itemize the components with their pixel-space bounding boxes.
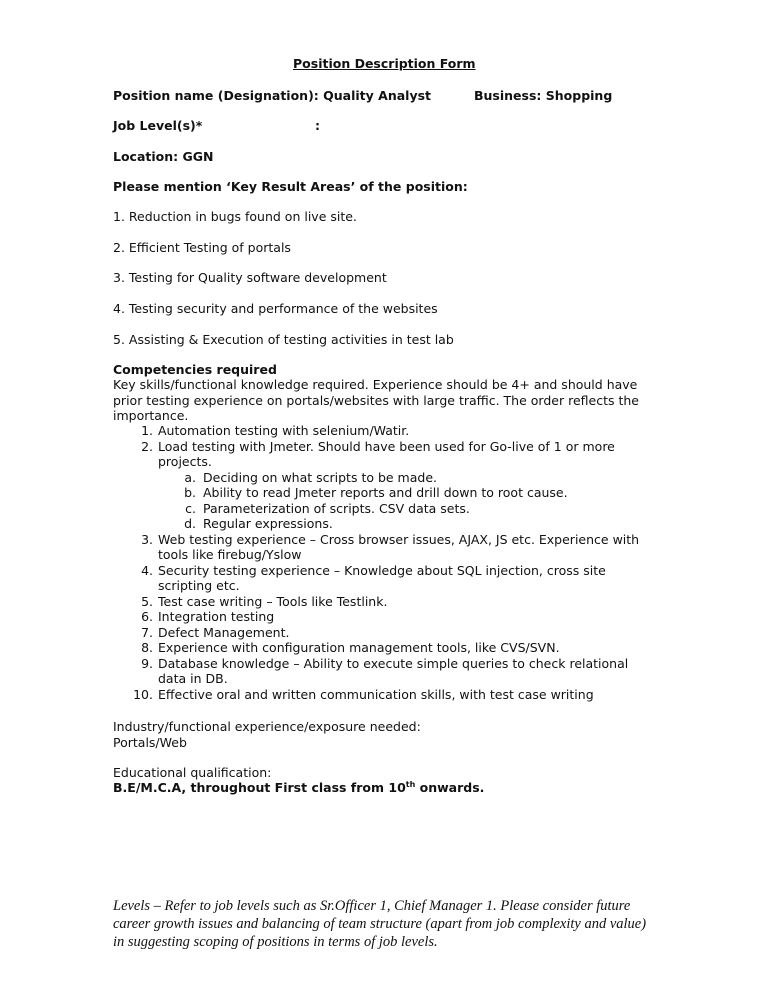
competencies-heading: Competencies required	[113, 362, 277, 377]
competency-item: 3. Web testing experience – Cross browser issues, AJAX, JS etc. Experience with tools like firebug/Yslow	[141, 531, 640, 562]
form-title: Position Description Form	[293, 56, 476, 71]
competency-item: 10. Effective oral and written communication skills, with test case writing	[133, 686, 594, 702]
job-level-label: Job Level(s)*	[113, 118, 203, 133]
competency-item: 8. Experience with configuration management tools, like CVS/SVN.	[141, 640, 560, 655]
kra-item: 3. Testing for Quality software development	[113, 270, 387, 285]
competencies-list	[113, 423, 658, 702]
job-levels-footnote: Levels – Refer to job levels such as Sr.Officer 1, Chief Manager 1. Please consider future career growth issues and balancing of team structure (apart from job complexity and value) in suggesting scoping of positions in terms of job levels.	[113, 898, 647, 950]
competency-subitem: b. Ability to read Jmeter reports and drill down to root cause.	[184, 485, 568, 500]
industry-label: Industry/functional experience/exposure needed:	[113, 719, 421, 734]
competency-subitem: a. Deciding on what scripts to be made.	[184, 469, 437, 485]
education-value: B.E/M.C.A, throughout First class from 10th onwards.	[113, 780, 485, 796]
education-label: Educational qualification:	[113, 765, 272, 780]
competency-item: 2. Load testing with Jmeter. Should have been used for Go-live of 1 or more projects. a. Deciding on what scripts to be made. b. Ability to read Jmeter reports and drill down to root cause. c. Parameterization of scripts. CSV data sets. d. Regular expressions.	[158, 439, 658, 532]
competency-subitem: c. Parameterization of scripts. CSV data sets.	[185, 500, 470, 516]
industry-value: Portals/Web	[113, 735, 187, 750]
location-field: Location: GGN	[113, 149, 214, 164]
competency-item: 9. Database knowledge – Ability to execute simple queries to check relational data in DB.	[141, 655, 629, 686]
competency-subitem: d. Regular expressions.	[184, 516, 333, 531]
kra-heading: Please mention ‘Key Result Areas’ of the position:	[113, 179, 468, 194]
kra-item: 5. Assisting & Execution of testing activities in test lab	[113, 332, 454, 347]
competency-item: 5. Test case writing – Tools like Testlink.	[141, 593, 388, 609]
competency-item: 7. Defect Management.	[141, 624, 290, 640]
kra-item: 4. Testing security and performance of the websites	[113, 301, 438, 316]
kra-item: 1. Reduction in bugs found on live site.	[113, 209, 357, 224]
competency-item: 6. Integration testing	[141, 609, 275, 624]
job-level-colon: :	[315, 118, 320, 133]
competency-item: 4. Security testing experience – Knowledge about SQL injection, cross site scripting etc.	[141, 562, 606, 593]
competency-item: 1. Automation testing with selenium/Watir.	[141, 423, 410, 438]
kra-item: 2. Efficient Testing of portals	[113, 240, 291, 255]
position-name: Position name (Designation): Quality Analyst	[113, 88, 432, 103]
load-testing-sublist	[158, 470, 658, 532]
competencies-intro: Key skills/functional knowledge required. Experience should be 4+ and should have prior testing experience on portals/websites with large traffic. The order reflects the importance.	[113, 377, 639, 423]
business-field: Business: Shopping	[474, 88, 613, 103]
